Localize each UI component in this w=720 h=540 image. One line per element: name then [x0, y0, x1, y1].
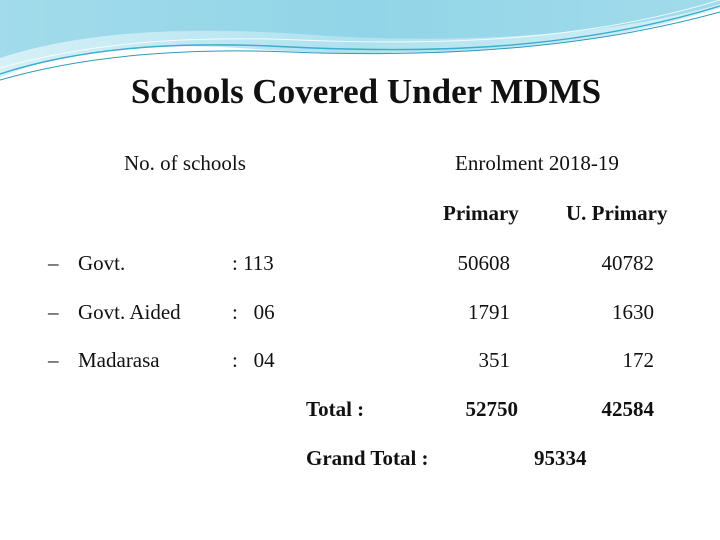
total-upper-primary: 42584: [601, 397, 654, 421]
row-upper-primary-govt: 40782: [601, 251, 654, 275]
header-upper-primary: U. Primary: [566, 201, 668, 225]
row-upper-primary-govt-aided: 1630: [612, 300, 654, 324]
grand-total-value: 95334: [534, 446, 587, 470]
row-count-govt-aided: : 06: [232, 300, 275, 324]
row-bullet: –: [48, 300, 59, 324]
row-label-govt-aided: Govt. Aided: [78, 300, 181, 324]
row-primary-madarasa: 351: [478, 348, 510, 372]
row-primary-govt-aided: 1791: [468, 300, 510, 324]
row-label-madarasa: Madarasa: [78, 348, 160, 372]
row-label-govt: Govt.: [78, 251, 126, 275]
page-title: Schools Covered Under MDMS: [130, 72, 602, 111]
row-upper-primary-madarasa: 172: [622, 348, 654, 372]
header-no-of-schools: No. of schools: [124, 151, 246, 175]
grand-total-label: Grand Total :: [306, 446, 429, 470]
header-enrolment: Enrolment 2018-19: [455, 151, 619, 175]
row-bullet: –: [48, 348, 59, 372]
row-count-madarasa: : 04: [232, 348, 275, 372]
row-count-govt: : 113: [232, 251, 274, 275]
row-primary-govt: 50608: [457, 251, 510, 275]
total-primary: 52750: [465, 397, 518, 421]
row-bullet: –: [48, 251, 59, 275]
header-primary: Primary: [443, 201, 519, 225]
total-label: Total :: [306, 397, 365, 421]
